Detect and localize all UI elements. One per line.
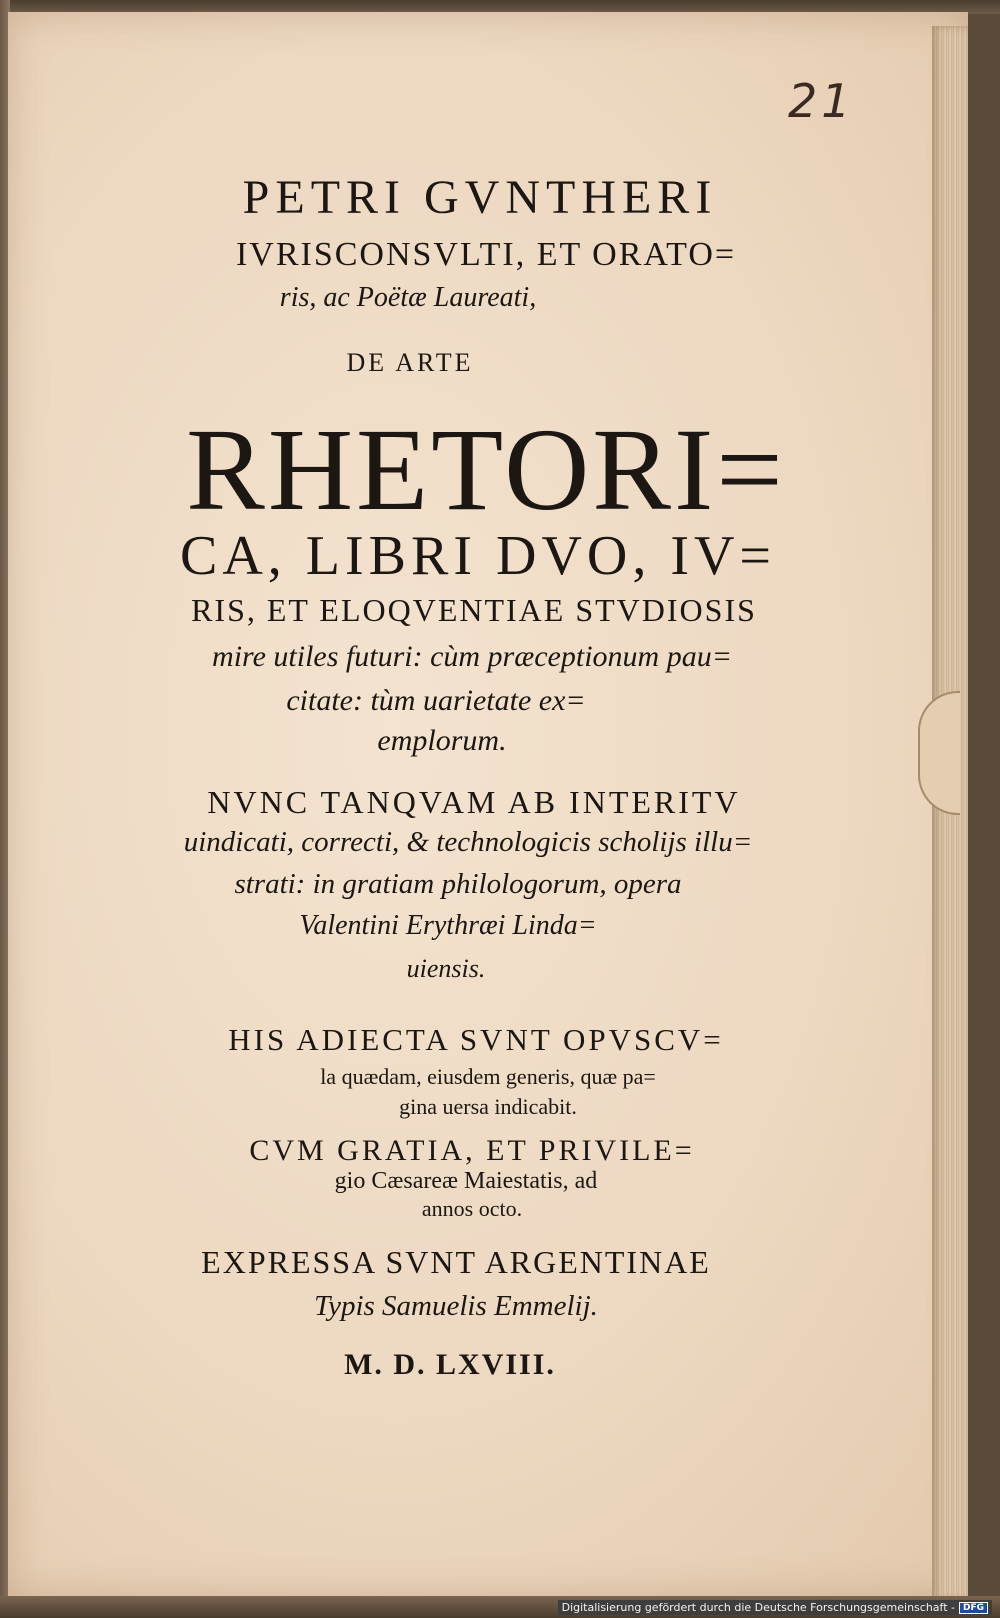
- title-dearte-line: DE ARTE: [346, 348, 474, 377]
- imprint-typis-line: Typis Samuelis Emmelij.: [314, 1290, 598, 1322]
- title-author-line: PETRI GVNTHERI: [242, 171, 718, 224]
- privilege-gio-line: gio Cæsareæ Maiestatis, ad: [334, 1168, 598, 1194]
- signature-text: 21: [788, 74, 855, 128]
- title-libri-line: CA, LIBRI DVO, IV=: [180, 525, 776, 587]
- title-studiosis-line: RIS, ET ELOQVENTIAE STVDIOSIS: [191, 592, 757, 628]
- editor-uindicati-line: uindicati, correcti, & technologicis scholijs illu=: [183, 826, 753, 858]
- imprint-year-line: M. D. LXVIII.: [344, 1348, 556, 1381]
- dfg-logo-icon: DFG: [959, 1602, 988, 1614]
- digitization-footer: [558, 1600, 992, 1615]
- editor-strati-line: strati: in gratiam philologorum, opera: [234, 868, 682, 900]
- footer-text: Digitalisierung gefördert durch die Deutsche Forschungsgemeinschaft -: [561, 1601, 955, 1614]
- title-juris-line: IVRISCONSVLTI, ET ORATO=: [235, 236, 737, 273]
- imprint-expressa-line: EXPRESSA SVNT ARGENTINAE: [201, 1244, 711, 1280]
- editor-uiensis-line: uiensis.: [406, 954, 486, 983]
- title-rhetori-line: RHETORI=: [186, 404, 786, 535]
- appendix-his-line: HIS ADIECTA SVNT OPVSCV=: [228, 1022, 724, 1057]
- subtitle-mire-line: mire utiles futuri: cùm præceptionum pau=: [212, 640, 732, 673]
- subtitle-exemplorum-line: emplorum.: [377, 724, 507, 757]
- title-page: [8, 12, 968, 1598]
- privilege-cum-line: CVM GRATIA, ET PRIVILE=: [249, 1134, 695, 1167]
- title-poetae-line: ris, ac Poëtæ Laureati,: [279, 282, 537, 313]
- editor-nunc-line: NVNC TANQVAM AB INTERITV: [207, 784, 741, 820]
- appendix-gina-line: gina uersa indicabit.: [399, 1094, 577, 1119]
- handwritten-signature-mark: [776, 70, 886, 140]
- subtitle-citate-line: citate: tùm uarietate ex=: [286, 684, 586, 717]
- privilege-annos-line: annos octo.: [421, 1196, 523, 1221]
- editor-valentini-line: Valentini Erythræi Linda=: [299, 910, 597, 941]
- appendix-la-line: la quædam, eiusdem generis, quæ pa=: [320, 1064, 656, 1089]
